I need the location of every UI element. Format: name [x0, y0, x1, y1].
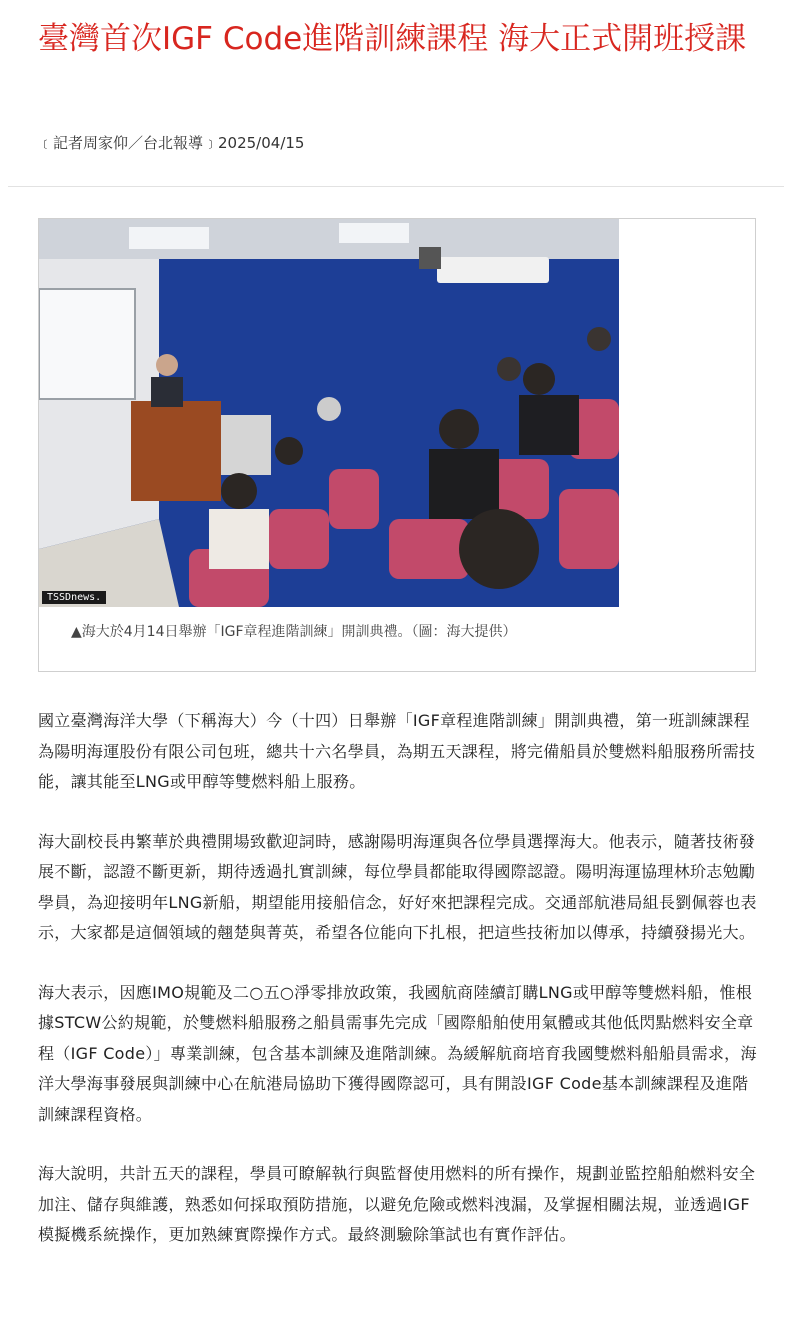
- speaker-head: [156, 354, 178, 376]
- paragraph: 海大副校長冉繁華於典禮開場致歡迎詞時，感謝陽明海運與各位學員選擇海大。他表示，隨著技術發展不斷，認證不斷更新，期待透過扎實訓練，每位學員都能取得國際認證。陽明海運協理林玠志勉勵學員，為迎接明年LNG新船，期望能用接船信念，好好來把課程完成。交通部航港局組長劉佩蓉也表示，大家都是這個領域的翹楚與菁英，希望各位能向下扎根，把這些技術加以傳承，持續發揚光大。: [38, 831, 757, 942]
- paragraph: 海大說明，共計五天的課程，學員可瞭解執行與監督使用燃料的所有操作，規劃並監控船舶燃料安全加注、儲存與維護，熟悉如何採取預防措施，以避免危險或燃料洩漏，及掌握相關法規，並透過IGF模擬機系統操作，更加熟練實際操作方式。最終測驗除筆試也有實作評估。: [38, 1164, 756, 1244]
- paragraph: 國立臺灣海洋大學（下稱海大）今（十四）日舉辦「IGF章程進階訓練」開訓典禮，第一班訓練課程為陽明海運股份有限公司包班，總共十六名學員，為期五天課程，將完備船員於雙燃料船服務所需技能，讓其能至LNG或甲醇等雙燃料船上服務。: [38, 711, 756, 791]
- speaker-body: [151, 377, 183, 407]
- ceiling: [39, 219, 619, 259]
- projector: [419, 247, 441, 269]
- classroom-photo-illustration: [39, 219, 619, 607]
- article-photo[interactable]: [39, 219, 619, 607]
- paragraph: 海大表示，因應IMO規範及二○五○淨零排放政策，我國航商陸續訂購LNG或甲醇等雙燃料船，惟根據STCW公約規範，於雙燃料船服務之船員需事先完成「國際船舶使用氣體或其他低閃點燃料安全章程（IGF Code）」專業訓練，包含基本訓練及進階訓練。為緩解航商培育我國雙燃料船船員需求，海洋大學海事發展與訓練中心在航港局協助下獲得國際認可，具有開設IGF Code基本訓練課程及進階訓練課程資格。: [38, 982, 757, 1124]
- photo-watermark: TSSDnews.: [42, 591, 106, 604]
- ceiling-light: [339, 223, 409, 243]
- divider: [8, 186, 784, 187]
- article-title: 臺灣首次IGF Code進階訓練課程 海大正式開班授課: [38, 21, 747, 57]
- ceiling-light: [129, 227, 209, 249]
- desk: [221, 415, 271, 475]
- article-figure: [38, 218, 756, 672]
- air-conditioner: [437, 257, 549, 283]
- whiteboard: [39, 289, 135, 399]
- photo-caption: ▲海大於4月14日舉辦「IGF章程進階訓練」開訓典禮。（圖：海大提供）: [71, 624, 517, 640]
- byline: ﹝記者周家仰／台北報導﹞2025/04/15: [38, 134, 305, 152]
- podium: [131, 401, 221, 501]
- article-body: [38, 706, 760, 1280]
